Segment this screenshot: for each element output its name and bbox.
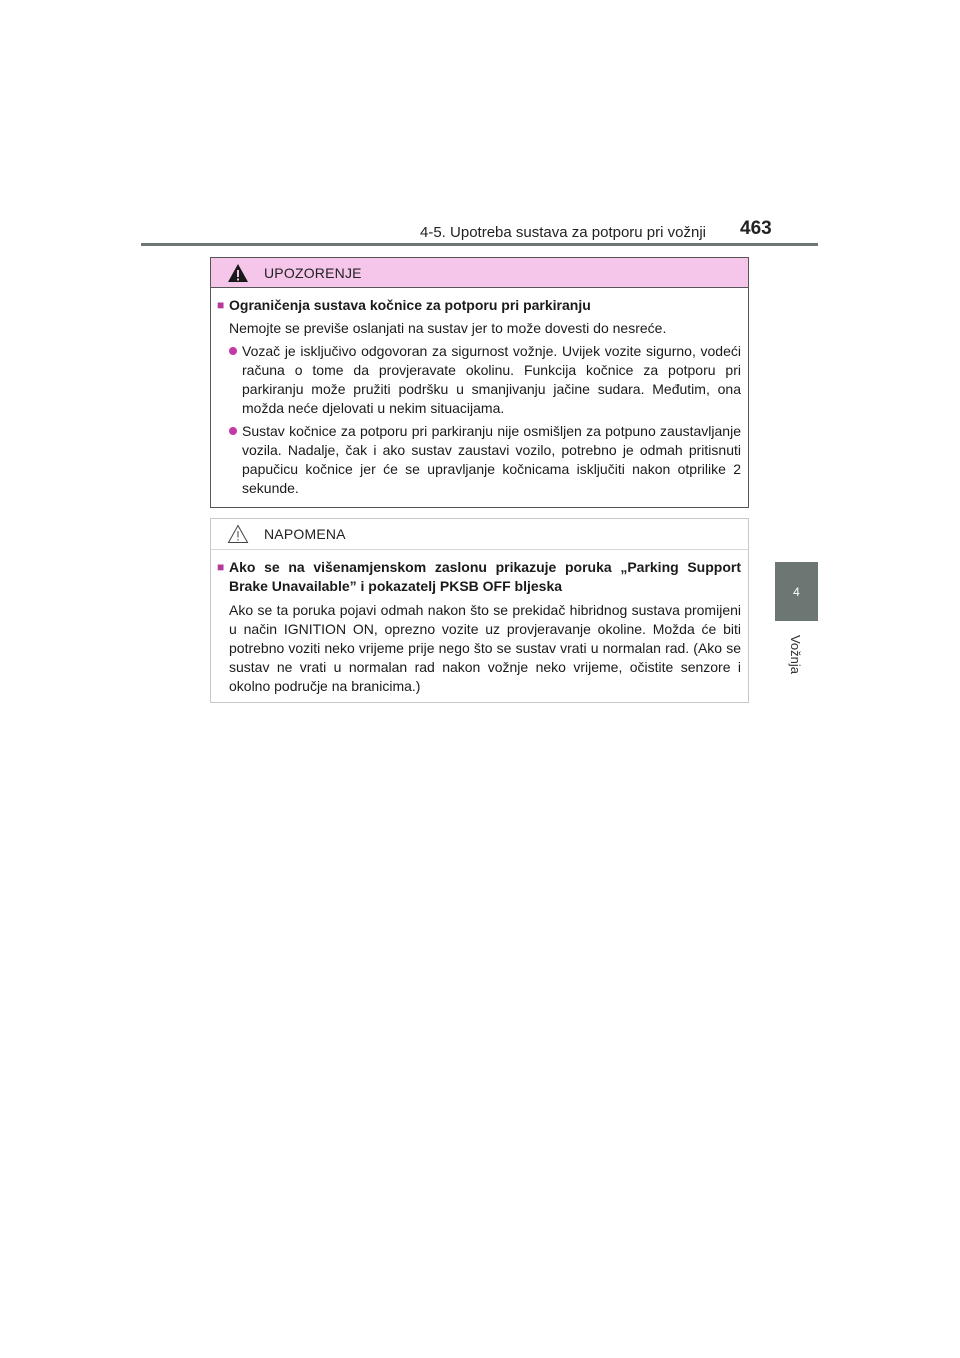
note-section-title — [217, 558, 741, 596]
note-section-title-text: Ako se na višenamjenskom zaslonu prikazuje poruka „Parking Support Brake Unavailable” i pokazatelj PKSB OFF bljeska — [229, 559, 741, 594]
warning-bullet-item — [217, 342, 741, 418]
note-box — [210, 518, 749, 703]
note-box-header — [211, 519, 748, 550]
warning-section-title — [217, 296, 741, 315]
chapter-label-text: Vožnja — [788, 634, 804, 674]
warning-lead-text: Nemojte se previše oslanjati na sustav jer to može dovesti do nesreće. — [229, 320, 667, 336]
square-bullet-icon: ■ — [217, 298, 225, 312]
bullet-dot-icon — [229, 427, 237, 435]
note-body — [211, 550, 748, 696]
warning-box — [210, 257, 749, 508]
warning-section-title-text: Ograničenja sustava kočnice za potporu pri parkiranju — [229, 297, 591, 313]
chapter-tab — [775, 562, 818, 621]
caution-triangle-outline-icon — [227, 524, 249, 544]
header-rule — [141, 243, 818, 246]
warning-body — [211, 288, 748, 498]
warning-heading: UPOZORENJE — [264, 264, 362, 281]
warning-bullet-text: Vozač je isključivo odgovoran za sigurnost vožnje. Uvijek vozite sigurno, vodeći računa o tome da provjeravate okolinu. Funkcija kočnice za potporu pri parkiranju može pružiti podršku u smanjivanju jačine sudara. Međutim, ona možda neće djelovati u nekim situacijama. — [242, 343, 741, 416]
page-number: 463 — [740, 218, 772, 239]
note-body-text: Ako se ta poruka pojavi odmah nakon što se prekidač hibridnog sustava promijeni u način IGNITION ON, oprezno vozite uz provjeravanje okoline. Možda će biti potrebno voziti neko vrijeme prije nego što se sustav vrati u normalan rad. (Ako se sustav ne vrati u normalan rad nakon vožnje neko vrijeme, očistite senzore i okolno područje na branicima.) — [229, 602, 741, 694]
chapter-tab-number: 4 — [793, 584, 800, 599]
note-heading: NAPOMENA — [264, 526, 346, 542]
warning-box-header — [211, 258, 748, 288]
square-bullet-icon: ■ — [217, 560, 225, 574]
warning-bullet-text: Sustav kočnice za potporu pri parkiranju nije osmišljen za potpuno zaustavljanje vozila. Nadalje, čak i ako sustav zaustavi vozilo, potrebno je odmah pritisnuti papučicu kočnice jer će se upravljanje kočnicama isključiti nakon otprilike 2 sekunde. — [242, 423, 741, 496]
warning-bullet-item — [217, 422, 741, 498]
section-header-title: 4-5. Upotreba sustava za potporu pri vožnji — [420, 224, 706, 241]
chapter-label — [778, 624, 814, 684]
bullet-dot-icon — [229, 347, 237, 355]
warning-triangle-filled-icon — [227, 263, 249, 283]
